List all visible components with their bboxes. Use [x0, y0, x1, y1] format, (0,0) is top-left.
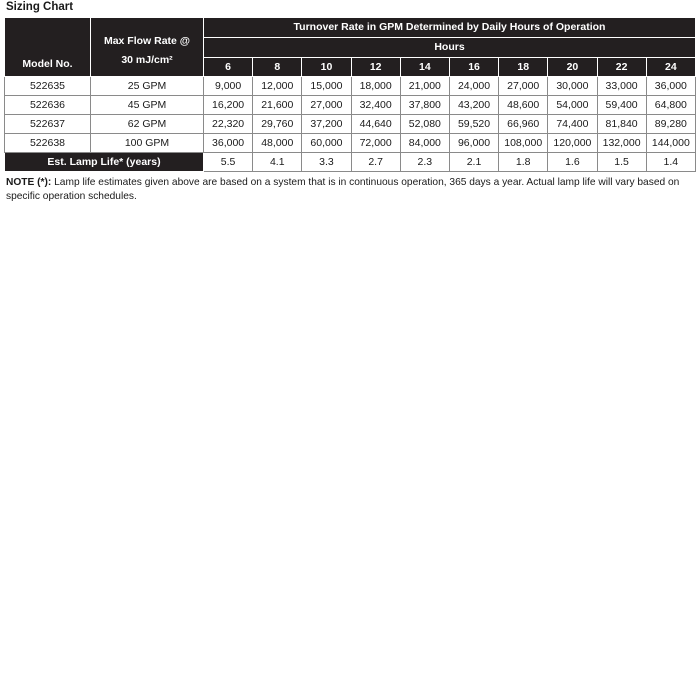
flow-header-line2: 30 mJ/cm²: [121, 54, 173, 66]
turnover-value-cell: 22,320: [204, 115, 253, 134]
hours-col-header: 24: [646, 58, 695, 77]
turnover-value-cell: 36,000: [204, 134, 253, 153]
turnover-value-cell: 60,000: [302, 134, 351, 153]
page-title: Sizing Chart: [6, 1, 74, 13]
footnote: [6, 176, 696, 203]
turnover-value-cell: 21,000: [400, 77, 449, 96]
max-flow-cell: 62 GPM: [91, 115, 204, 134]
lamp-life-value-cell: 2.7: [351, 153, 400, 172]
hours-col-header: 14: [400, 58, 449, 77]
turnover-value-cell: 52,080: [400, 115, 449, 134]
table-row: [5, 115, 696, 134]
table-row: [5, 96, 696, 115]
model-number-cell: 522637: [5, 115, 91, 134]
lamp-life-value-cell: 2.3: [400, 153, 449, 172]
turnover-value-cell: 33,000: [597, 77, 646, 96]
turnover-value-cell: 24,000: [449, 77, 498, 96]
turnover-value-cell: 144,000: [646, 134, 695, 153]
turnover-value-cell: 66,960: [499, 115, 548, 134]
lamp-life-label: Est. Lamp Life* (years): [5, 153, 204, 172]
turnover-value-cell: 27,000: [302, 96, 351, 115]
turnover-value-cell: 36,000: [646, 77, 695, 96]
turnover-value-cell: 59,400: [597, 96, 646, 115]
flow-header: [91, 18, 204, 77]
table-row: [5, 77, 696, 96]
model-number-cell: 522635: [5, 77, 91, 96]
model-number-cell: 522638: [5, 134, 91, 153]
turnover-value-cell: 108,000: [499, 134, 548, 153]
hours-col-header: 12: [351, 58, 400, 77]
turnover-value-cell: 72,000: [351, 134, 400, 153]
sizing-table: [4, 17, 696, 172]
turnover-value-cell: 44,640: [351, 115, 400, 134]
turnover-value-cell: 18,000: [351, 77, 400, 96]
turnover-value-cell: 37,800: [400, 96, 449, 115]
turnover-value-cell: 29,760: [253, 115, 302, 134]
turnover-value-cell: 37,200: [302, 115, 351, 134]
turnover-value-cell: 84,000: [400, 134, 449, 153]
turnover-value-cell: 32,400: [351, 96, 400, 115]
max-flow-cell: 45 GPM: [91, 96, 204, 115]
turnover-value-cell: 48,600: [499, 96, 548, 115]
hours-col-header: 6: [204, 58, 253, 77]
hours-col-header: 10: [302, 58, 351, 77]
turnover-value-cell: 64,800: [646, 96, 695, 115]
turnover-value-cell: 54,000: [548, 96, 597, 115]
turnover-value-cell: 96,000: [449, 134, 498, 153]
turnover-value-cell: 89,280: [646, 115, 695, 134]
lamp-life-value-cell: 5.5: [204, 153, 253, 172]
lamp-life-value-cell: 3.3: [302, 153, 351, 172]
turnover-value-cell: 59,520: [449, 115, 498, 134]
note-label: NOTE (*):: [6, 177, 52, 188]
lamp-life-value-cell: 1.6: [548, 153, 597, 172]
lamp-life-value-cell: 1.4: [646, 153, 695, 172]
hours-col-header: 22: [597, 58, 646, 77]
turnover-value-cell: 120,000: [548, 134, 597, 153]
turnover-value-cell: 81,840: [597, 115, 646, 134]
hours-col-header: 18: [499, 58, 548, 77]
turnover-value-cell: 27,000: [499, 77, 548, 96]
turnover-value-cell: 9,000: [204, 77, 253, 96]
lamp-life-row: [5, 153, 696, 172]
lamp-life-value-cell: 1.5: [597, 153, 646, 172]
turnover-group-header: Turnover Rate in GPM Determined by Daily Hours of Operation: [204, 18, 696, 38]
model-header: Model No.: [5, 18, 91, 77]
table-row: [5, 134, 696, 153]
hours-col-header: 20: [548, 58, 597, 77]
turnover-value-cell: 12,000: [253, 77, 302, 96]
lamp-life-value-cell: 1.8: [499, 153, 548, 172]
turnover-value-cell: 21,600: [253, 96, 302, 115]
turnover-value-cell: 43,200: [449, 96, 498, 115]
model-number-cell: 522636: [5, 96, 91, 115]
hours-col-header: 8: [253, 58, 302, 77]
note-text: Lamp life estimates given above are based on a system that is in continuous operation, 365 days a year. Actual lamp life will vary based on specific operation schedules.: [6, 177, 680, 202]
turnover-value-cell: 74,400: [548, 115, 597, 134]
lamp-life-value-cell: 4.1: [253, 153, 302, 172]
hours-header: Hours: [204, 38, 696, 58]
flow-header-line1: Max Flow Rate @: [103, 35, 191, 47]
lamp-life-value-cell: 2.1: [449, 153, 498, 172]
max-flow-cell: 25 GPM: [91, 77, 204, 96]
turnover-value-cell: 48,000: [253, 134, 302, 153]
turnover-value-cell: 16,200: [204, 96, 253, 115]
turnover-value-cell: 15,000: [302, 77, 351, 96]
turnover-value-cell: 30,000: [548, 77, 597, 96]
hours-col-header: 16: [449, 58, 498, 77]
table-body: [5, 77, 696, 153]
max-flow-cell: 100 GPM: [91, 134, 204, 153]
turnover-value-cell: 132,000: [597, 134, 646, 153]
